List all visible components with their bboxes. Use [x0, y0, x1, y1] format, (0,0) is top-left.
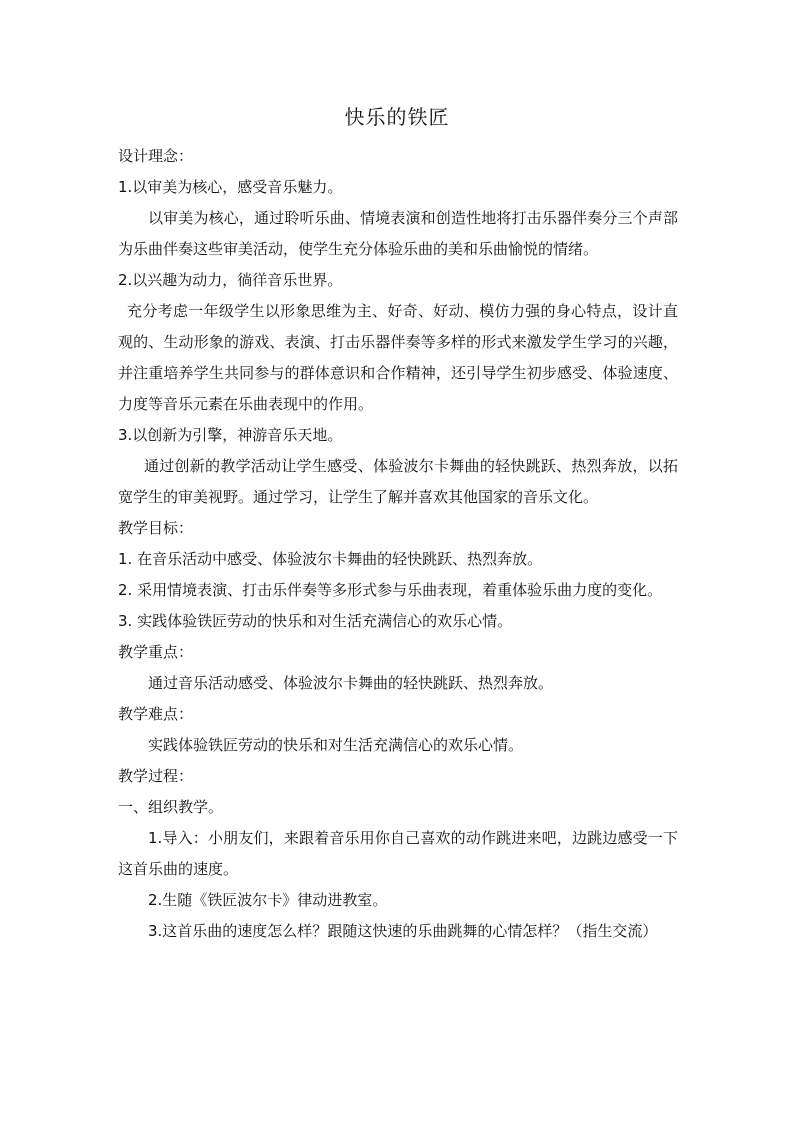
- concept-item-2-body: 充分考虑一年级学生以形象思维为主、好奇、好动、模仿力强的身心特点，设计直观的、生动形象的游戏、表演、打击乐器伴奏等多样的形式来激发学生学习的兴趣，并注重培养学生共同参与的群体意识和合作精神，还引导学生初步感受、体验速度、力度等音乐元素在乐曲表现中的作用。: [118, 302, 678, 413]
- process-section-1: 一、组织教学。: [118, 798, 224, 816]
- concept-item-1: 1.以审美为核心，感受音乐魅力。: [118, 178, 343, 196]
- concept-item-3-body: 通过创新的教学活动让学生感受、体验波尔卡舞曲的轻快跳跃、热烈奔放，以拓宽学生的审美视野。通过学习，让学生了解并喜欢其他国家的音乐文化。: [118, 457, 678, 506]
- heading-design-concept: 设计理念：: [118, 147, 194, 165]
- goal-item-3: 3. 实践体验铁匠劳动的快乐和对生活充满信心的欢乐心情。: [118, 612, 513, 630]
- document-body: [118, 141, 678, 947]
- goal-item-1: 1. 在音乐活动中感受、体验波尔卡舞曲的轻快跳跃、热烈奔放。: [118, 550, 543, 568]
- concept-item-3: 3.以创新为引擎，神游音乐天地。: [118, 426, 343, 444]
- heading-difficulties: 教学难点：: [118, 705, 194, 723]
- concept-item-2: 2.以兴趣为动力，徜徉音乐世界。: [118, 271, 343, 289]
- goal-item-2: 2. 采用情境表演、打击乐伴奏等多形式参与乐曲表现，着重体验乐曲力度的变化。: [118, 581, 663, 599]
- process-step-2: 2.生随《铁匠波尔卡》律动进教室。: [148, 891, 388, 909]
- difficulties-body: 实践体验铁匠劳动的快乐和对生活充满信心的欢乐心情。: [148, 736, 524, 754]
- heading-teaching-process: 教学过程：: [118, 767, 194, 785]
- process-step-3: 3.这首乐曲的速度怎么样？跟随这快速的乐曲跳舞的心情怎样？（指生交流）: [148, 922, 658, 940]
- heading-key-points: 教学重点：: [118, 643, 194, 661]
- concept-item-1-body: 以审美为核心，通过聆听乐曲、情境表演和创造性地将打击乐器伴奏分三个声部为乐曲伴奏这些审美活动，使学生充分体验乐曲的美和乐曲愉悦的情绪。: [118, 209, 678, 258]
- process-step-1: 1.导入：小朋友们，来跟着音乐用你自己喜欢的动作跳进来吧，边跳边感受一下这首乐曲的速度。: [118, 829, 678, 878]
- document-title: 快乐的铁匠: [344, 105, 450, 129]
- key-points-body: 通过音乐活动感受、体验波尔卡舞曲的轻快跳跃、热烈奔放。: [148, 674, 554, 692]
- heading-teaching-goals: 教学目标：: [118, 519, 194, 537]
